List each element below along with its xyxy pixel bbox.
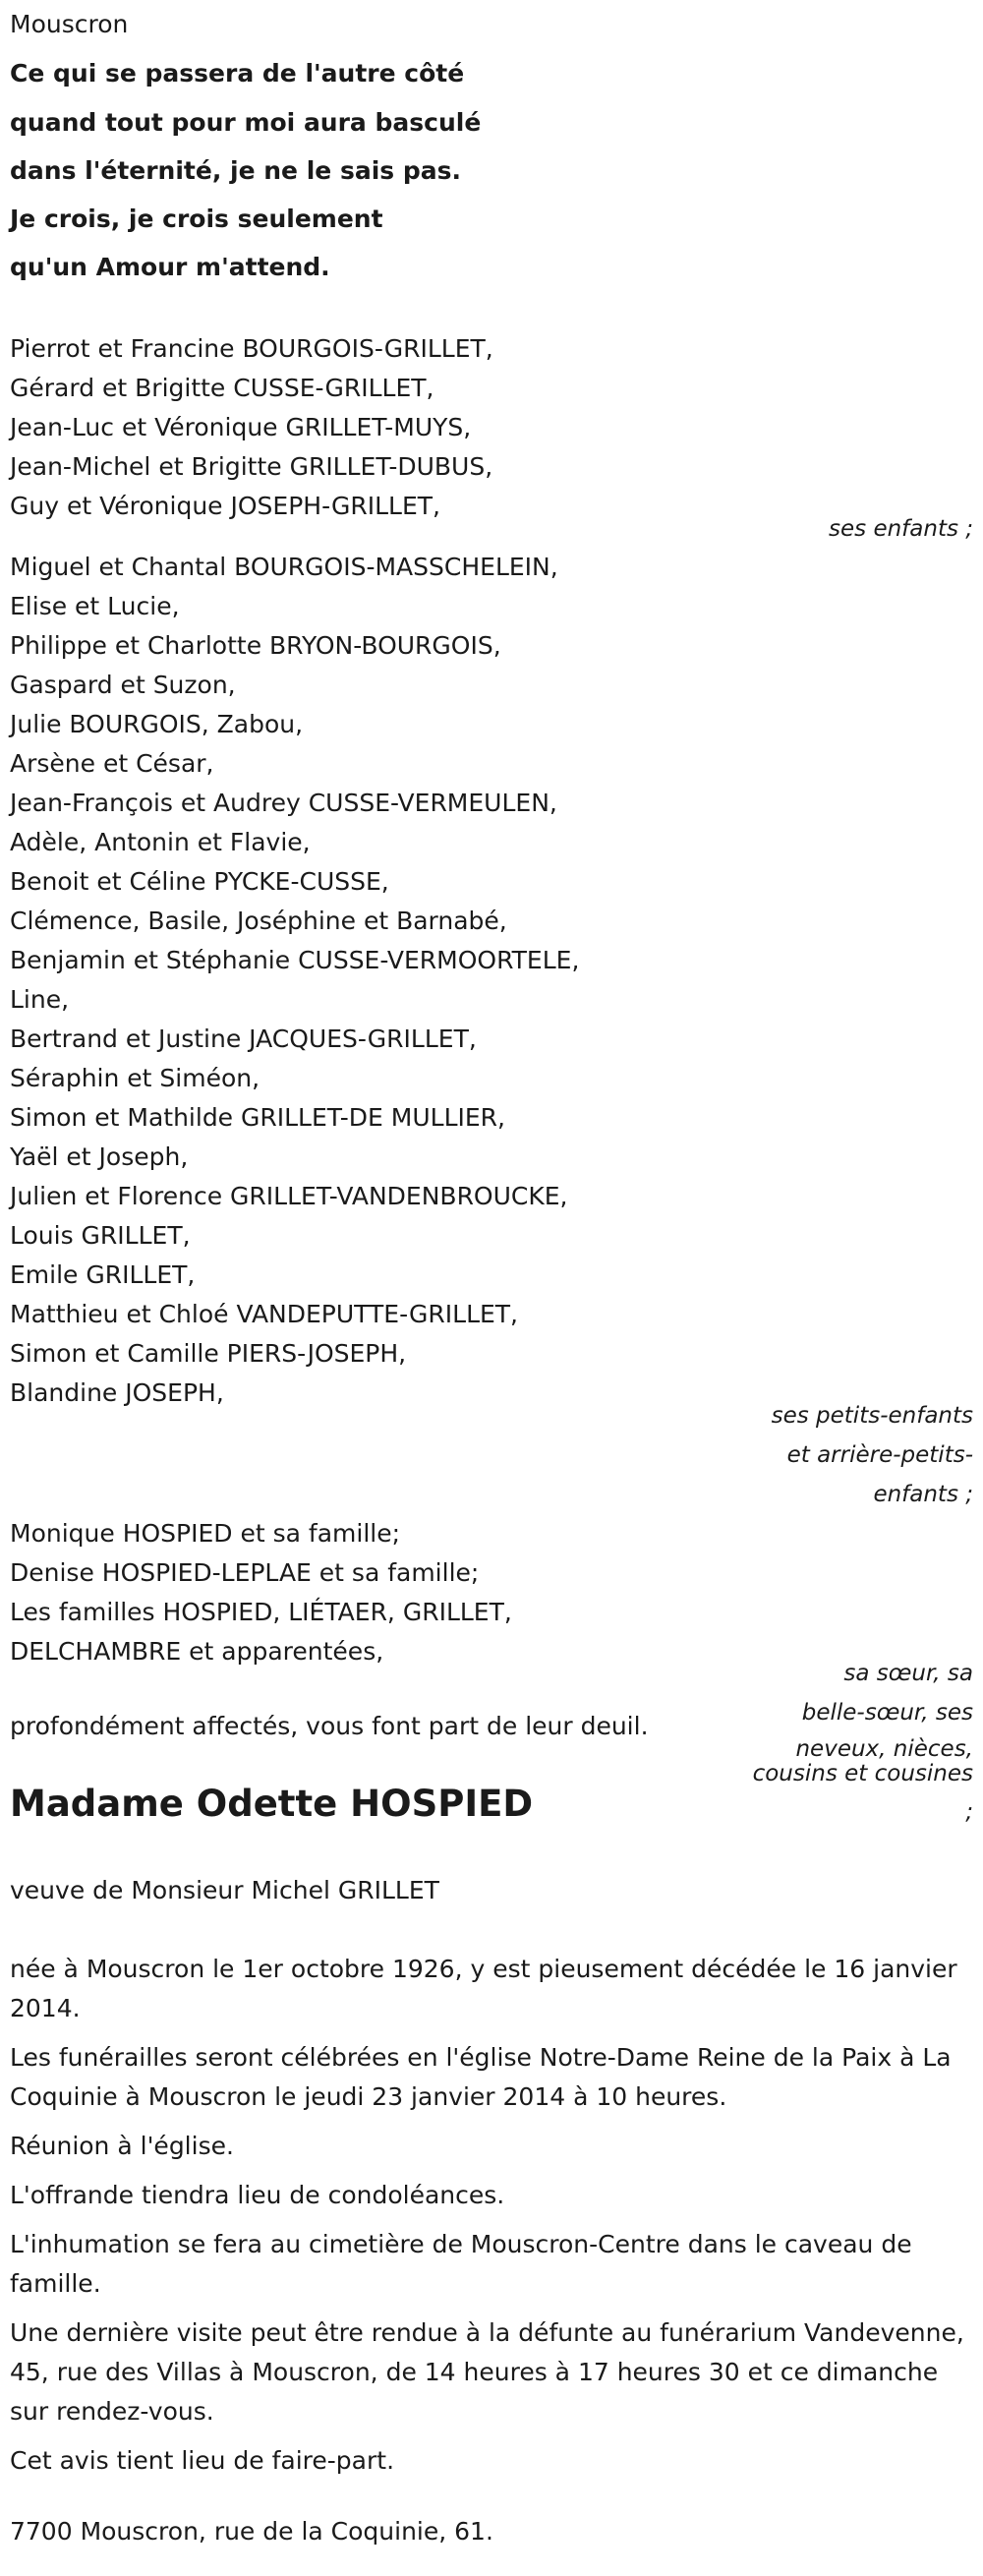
detail-paragraph: née à Mouscron le 1er octobre 1926, y est pieusement décédée le 16 janvier 2014.: [10, 1955, 957, 2022]
family-entry: Simon et Camille PIERS-JOSEPH,: [10, 1339, 407, 1368]
poem-line: Je crois, je crois seulement: [10, 205, 383, 233]
family-entry: Adèle, Antonin et Flavie,: [10, 828, 311, 856]
family-entry: Julie BOURGOIS, Zabou,: [10, 710, 304, 738]
relation-label-line: et arrière-petits-: [786, 1442, 973, 1468]
detail-paragraph: L'offrande tiendra lieu de condoléances.: [10, 2181, 505, 2209]
family-entry: Arsène et César,: [10, 749, 214, 778]
poem-line: quand tout pour moi aura basculé: [10, 108, 482, 137]
relation-label-line: sa sœur, sa: [843, 1661, 973, 1686]
family-entry: Séraphin et Siméon,: [10, 1064, 260, 1092]
family-entry: Benjamin et Stéphanie CUSSE-VERMOORTELE,: [10, 946, 580, 974]
family-entry: Monique HOSPIED et sa famille;: [10, 1519, 401, 1548]
family-entry: Yaël et Joseph,: [10, 1142, 189, 1171]
relation-label-line: belle-sœur, ses: [801, 1700, 973, 1726]
family-entry: Denise HOSPIED-LEPLAE et sa famille;: [10, 1558, 480, 1587]
family-entry: Jean-Luc et Véronique GRILLET-MUYS,: [10, 413, 472, 441]
family-entry: Pierrot et Francine BOURGOIS-GRILLET,: [10, 334, 493, 363]
detail-paragraph: L'inhumation se fera au cimetière de Mouscron-Centre dans le caveau de famille.: [10, 2230, 912, 2298]
relation-label-line: enfants ;: [873, 1482, 973, 1507]
relation-label-line: ses petits-enfants: [771, 1403, 973, 1429]
family-entry: Louis GRILLET,: [10, 1221, 191, 1250]
family-entry: Simon et Mathilde GRILLET-DE MULLIER,: [10, 1103, 505, 1132]
detail-paragraph: Une dernière visite peut être rendue à la défunte au funérarium Vandevenne, 45, rue des Villas à Mouscron, de 14 heures à 17 heures 30 et ce dimanche sur rendez-vous.: [10, 2318, 964, 2426]
deceased-name: Madame Odette HOSPIED: [10, 1783, 534, 1825]
widow-of: veuve de Monsieur Michel GRILLET: [10, 1876, 439, 1904]
detail-paragraph: Les funérailles seront célébrées en l'église Notre-Dame Reine de la Paix à La Coquinie à Mouscron le jeudi 23 janvier 2014 à 10 heures.: [10, 2043, 952, 2111]
family-entry: Elise et Lucie,: [10, 592, 180, 620]
family-entry: Clémence, Basile, Joséphine et Barnabé,: [10, 907, 507, 935]
family-entry: Jean-Michel et Brigitte GRILLET-DUBUS,: [10, 452, 493, 481]
family-entry: Blandine JOSEPH,: [10, 1378, 224, 1407]
family-entry: DELCHAMBRE et apparentées,: [10, 1637, 384, 1666]
city-heading: Mouscron: [10, 10, 129, 38]
family-entry: Gaspard et Suzon,: [10, 671, 236, 699]
family-entry: Miguel et Chantal BOURGOIS-MASSCHELEIN,: [10, 553, 558, 581]
detail-paragraph: Réunion à l'église.: [10, 2132, 234, 2160]
family-entry: Gérard et Brigitte CUSSE-GRILLET,: [10, 374, 434, 402]
family-entry: Guy et Véronique JOSEPH-GRILLET,: [10, 492, 441, 520]
address: 7700 Mouscron, rue de la Coquinie, 61.: [10, 2517, 493, 2546]
relation-label-line: ;: [965, 1799, 973, 1825]
children-label: ses enfants ;: [829, 516, 973, 542]
relation-label-line: neveux, nièces,: [795, 1736, 973, 1762]
family-entry: Les familles HOSPIED, LIÉTAER, GRILLET,: [10, 1598, 512, 1626]
family-entry: Bertrand et Justine JACQUES-GRILLET,: [10, 1025, 477, 1053]
family-entry: Matthieu et Chloé VANDEPUTTE-GRILLET,: [10, 1300, 519, 1328]
family-entry: Emile GRILLET,: [10, 1260, 196, 1289]
poem-line: Ce qui se passera de l'autre côté: [10, 59, 465, 88]
mourning-line: profondément affectés, vous font part de leur deuil.: [10, 1712, 649, 1740]
family-entry: Line,: [10, 985, 70, 1014]
poem-line: qu'un Amour m'attend.: [10, 253, 330, 281]
detail-paragraph: Cet avis tient lieu de faire-part.: [10, 2446, 395, 2475]
relation-label-line: cousins et cousines: [752, 1761, 973, 1786]
family-entry: Julien et Florence GRILLET-VANDENBROUCKE,: [10, 1182, 568, 1210]
poem-line: dans l'éternité, je ne le sais pas.: [10, 156, 461, 185]
family-entry: Benoit et Céline PYCKE-CUSSE,: [10, 867, 389, 896]
family-entry: Jean-François et Audrey CUSSE-VERMEULEN,: [10, 789, 557, 817]
family-entry: Philippe et Charlotte BRYON-BOURGOIS,: [10, 631, 501, 660]
